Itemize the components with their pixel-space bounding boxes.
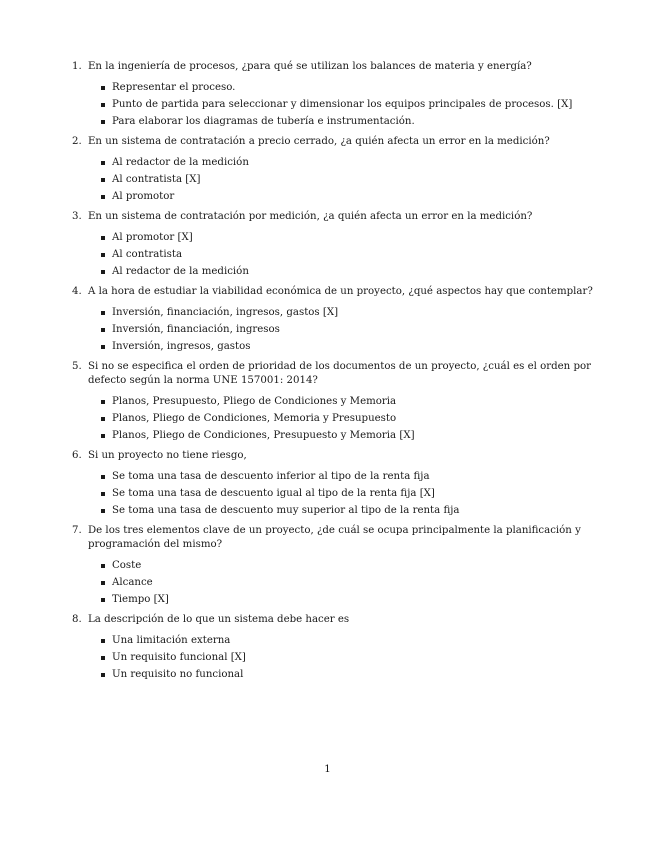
question-item — [72, 360, 602, 444]
option-item — [112, 468, 602, 485]
bullet-icon — [101, 564, 105, 568]
option-item — [112, 79, 602, 96]
question-number: 6. — [72, 450, 82, 461]
option-text: Alcance — [112, 577, 153, 588]
question-text: De los tres elementos clave de un proyecto, ¿de cuál se ocupa principalmente la planificación y programación del mismo? — [88, 525, 581, 550]
question-text: A la hora de estudiar la viabilidad económica de un proyecto, ¿qué aspectos hay que contemplar? — [88, 286, 593, 297]
bullet-icon — [101, 400, 105, 404]
bullet-icon — [101, 195, 105, 199]
bullet-icon — [101, 581, 105, 585]
option-text: Se toma una tasa de descuento inferior al tipo de la renta fija — [112, 471, 430, 482]
question-text: En un sistema de contratación por medición, ¿a quién afecta un error en la medición? — [88, 211, 533, 222]
option-item — [112, 502, 602, 519]
option-text: Al contratista — [112, 249, 183, 260]
bullet-icon — [101, 345, 105, 349]
option-text: Se toma una tasa de descuento igual al tipo de la renta fija [X] — [112, 488, 435, 499]
question-number: 2. — [72, 136, 82, 147]
option-text: Tiempo [X] — [112, 594, 169, 605]
bullet-icon — [101, 253, 105, 257]
bullet-icon — [101, 178, 105, 182]
option-text: Para elaborar los diagramas de tubería e instrumentación. — [112, 116, 415, 127]
option-item — [112, 666, 602, 683]
option-list — [88, 154, 602, 205]
option-item — [112, 263, 602, 280]
bullet-icon — [101, 311, 105, 315]
bullet-icon — [101, 103, 105, 107]
bullet-icon — [101, 270, 105, 274]
option-item — [112, 632, 602, 649]
bullet-icon — [101, 120, 105, 124]
question-number: 8. — [72, 614, 82, 625]
option-item — [112, 171, 602, 188]
page-number: 1 — [324, 764, 331, 775]
option-item — [112, 393, 602, 410]
question-number: 3. — [72, 211, 82, 222]
bullet-icon — [101, 639, 105, 643]
question-text: En un sistema de contratación a precio cerrado, ¿a quién afecta un error en la medición? — [88, 136, 550, 147]
option-text: Punto de partida para seleccionar y dimensionar los equipos principales de procesos. [X] — [112, 99, 573, 110]
question-text: En la ingeniería de procesos, ¿para qué se utilizan los balances de materia y energía? — [88, 61, 532, 72]
option-item — [112, 574, 602, 591]
question-item — [72, 135, 602, 205]
bullet-icon — [101, 598, 105, 602]
option-text: Se toma una tasa de descuento muy superior al tipo de la renta fija — [112, 505, 460, 516]
option-text: Planos, Presupuesto, Pliego de Condiciones y Memoria — [112, 396, 397, 407]
bullet-icon — [101, 673, 105, 677]
question-text: La descripción de lo que un sistema debe hacer es — [88, 614, 350, 625]
option-list — [88, 229, 602, 280]
option-text: Coste — [112, 560, 142, 571]
option-text: Inversión, financiación, ingresos, gastos [X] — [112, 307, 339, 318]
option-item — [112, 591, 602, 608]
option-text: Un requisito no funcional — [112, 669, 244, 680]
question-item — [72, 285, 602, 355]
bullet-icon — [101, 417, 105, 421]
question-item — [72, 210, 602, 280]
bullet-icon — [101, 509, 105, 513]
option-text: Planos, Pliego de Condiciones, Presupuesto y Memoria [X] — [112, 430, 415, 441]
option-text: Representar el proceso. — [112, 82, 236, 93]
question-item — [72, 60, 602, 130]
option-item — [112, 557, 602, 574]
question-number: 4. — [72, 286, 82, 297]
option-text: Al redactor de la medición — [112, 157, 249, 168]
bullet-icon — [101, 236, 105, 240]
question-list — [72, 60, 602, 688]
option-item — [112, 304, 602, 321]
option-text: Planos, Pliego de Condiciones, Memoria y Presupuesto — [112, 413, 397, 424]
option-list — [88, 79, 602, 130]
bullet-icon — [101, 475, 105, 479]
bullet-icon — [101, 86, 105, 90]
option-item — [112, 246, 602, 263]
bullet-icon — [101, 161, 105, 165]
option-list — [88, 393, 602, 444]
option-item — [112, 154, 602, 171]
bullet-icon — [101, 492, 105, 496]
option-text: Inversión, ingresos, gastos — [112, 341, 251, 352]
option-item — [112, 113, 602, 130]
question-item — [72, 449, 602, 519]
question-number: 5. — [72, 361, 82, 372]
option-item — [112, 427, 602, 444]
option-list — [88, 632, 602, 683]
option-text: Inversión, financiación, ingresos — [112, 324, 280, 335]
option-list — [88, 468, 602, 519]
option-list — [88, 304, 602, 355]
option-item — [112, 485, 602, 502]
question-text: Si no se especifica el orden de prioridad de los documentos de un proyecto, ¿cuál es el orden por defecto según la norma UNE 157001: 2014? — [88, 361, 591, 386]
option-text: Al promotor [X] — [112, 232, 193, 243]
option-text: Al contratista [X] — [112, 174, 201, 185]
option-item — [112, 410, 602, 427]
option-item — [112, 338, 602, 355]
option-item — [112, 229, 602, 246]
question-item — [72, 613, 602, 683]
option-text: Al redactor de la medición — [112, 266, 249, 277]
option-item — [112, 96, 602, 113]
option-item — [112, 649, 602, 666]
question-text: Si un proyecto no tiene riesgo, — [88, 450, 247, 461]
bullet-icon — [101, 656, 105, 660]
question-number: 1. — [72, 61, 82, 72]
option-item — [112, 188, 602, 205]
option-text: Una limitación externa — [112, 635, 231, 646]
bullet-icon — [101, 328, 105, 332]
question-number: 7. — [72, 525, 82, 536]
option-item — [112, 321, 602, 338]
option-text: Al promotor — [112, 191, 175, 202]
question-item — [72, 524, 602, 608]
option-list — [88, 557, 602, 608]
bullet-icon — [101, 434, 105, 438]
option-text: Un requisito funcional [X] — [112, 652, 246, 663]
